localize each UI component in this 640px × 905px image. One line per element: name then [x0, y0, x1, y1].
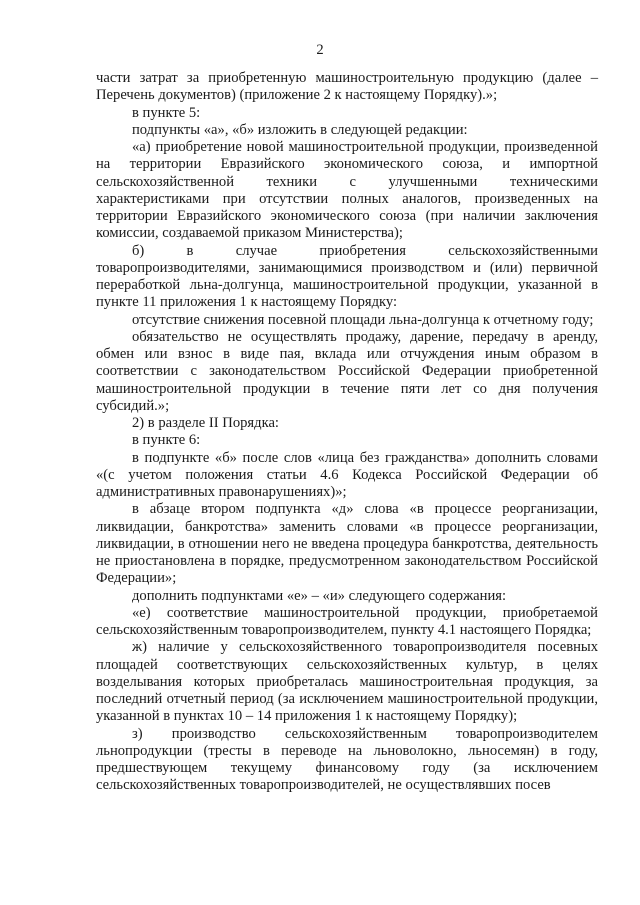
paragraph: «а) приобретение новой машиностроительной продукции, произведенной на территории Евразийского экономического союза, и импортной сельскохозяйственной техники с улучшенными техническими характеристиками при отсутствии полных аналогов, произведенных на территории Евразийского экономического союза (при наличии заключения комиссии, создаваемой приказом Министерства);: [96, 139, 598, 242]
paragraph: в пункте 6:: [132, 432, 201, 449]
paragraph: в пункте 5:: [132, 104, 201, 121]
paragraph: обязательство не осуществлять продажу, дарение, передачу в аренду, обмен или взнос в виде пая, вклада или отчуждения иным образом в соответствии с законодательством Российской Федерации приобретенной машиностроительной продукции в течение пяти лет со дня получения субсидий.»;: [96, 328, 598, 414]
paragraph: 2) в разделе II Порядка:: [132, 415, 279, 431]
page-number: 2: [316, 42, 324, 58]
paragraph: отсутствие снижения посевной площади льна-долгунца к отчетному году;: [132, 311, 594, 328]
paragraph: в абзаце втором подпункта «д» слова «в процессе реорганизации, ликвидации, банкротства» заменить словами «в процессе реорганизации, ликвидации, в отношении него не введена процедура банкротства, деятельность не приостановлена в порядке, предусмотренном законодательством Российской Федерации»;: [96, 501, 598, 587]
paragraph: ж) наличие у сельскохозяйственного товаропроизводителя посевных площадей соответствующих сельскохозяйственных культур, в целях возделывания которых приобреталась машиностроительная продукция, за последний отчетный период (за исключением машиностроительной продукции, указанной в пунктах 10 – 14 приложения 1 к настоящему Порядку);: [96, 639, 598, 725]
document-body: [96, 70, 598, 795]
paragraph: б) в случае приобретения сельскохозяйственными товаропроизводителями, занимающимися производством и (или) первичной переработкой льна-долгунца, машиностроительной продукции, указанной в пункте 11 приложения 1 к настоящему Порядку:: [96, 242, 598, 311]
paragraph: «е) соответствие машиностроительной продукции, приобретаемой сельскохозяйственным товаропроизводителем, пункту 4.1 настоящего Порядка;: [96, 604, 598, 638]
paragraph: в подпункте «б» после слов «лица без гражданства» дополнить словами «(с учетом положения статьи 4.6 Кодекса Российской Федерации об административных правонарушениях)»;: [96, 449, 598, 500]
paragraph: подпункты «а», «б» изложить в следующей редакции:: [132, 121, 468, 138]
paragraph: части затрат за приобретенную машиностроительную продукцию (далее – Перечень документов) (приложение 2 к настоящему Порядку).»;: [96, 70, 598, 104]
paragraph: з) производство сельскохозяйственным товаропроизводителем льнопродукции (тресты в переводе на льноволокно, льносемян) в году, предшествующем текущему финансовому году (за исключением сельскохозяйственных товаропроизводителей, не осуществлявших посев: [96, 725, 598, 794]
paragraph: дополнить подпунктами «е» – «и» следующего содержания:: [132, 587, 507, 604]
